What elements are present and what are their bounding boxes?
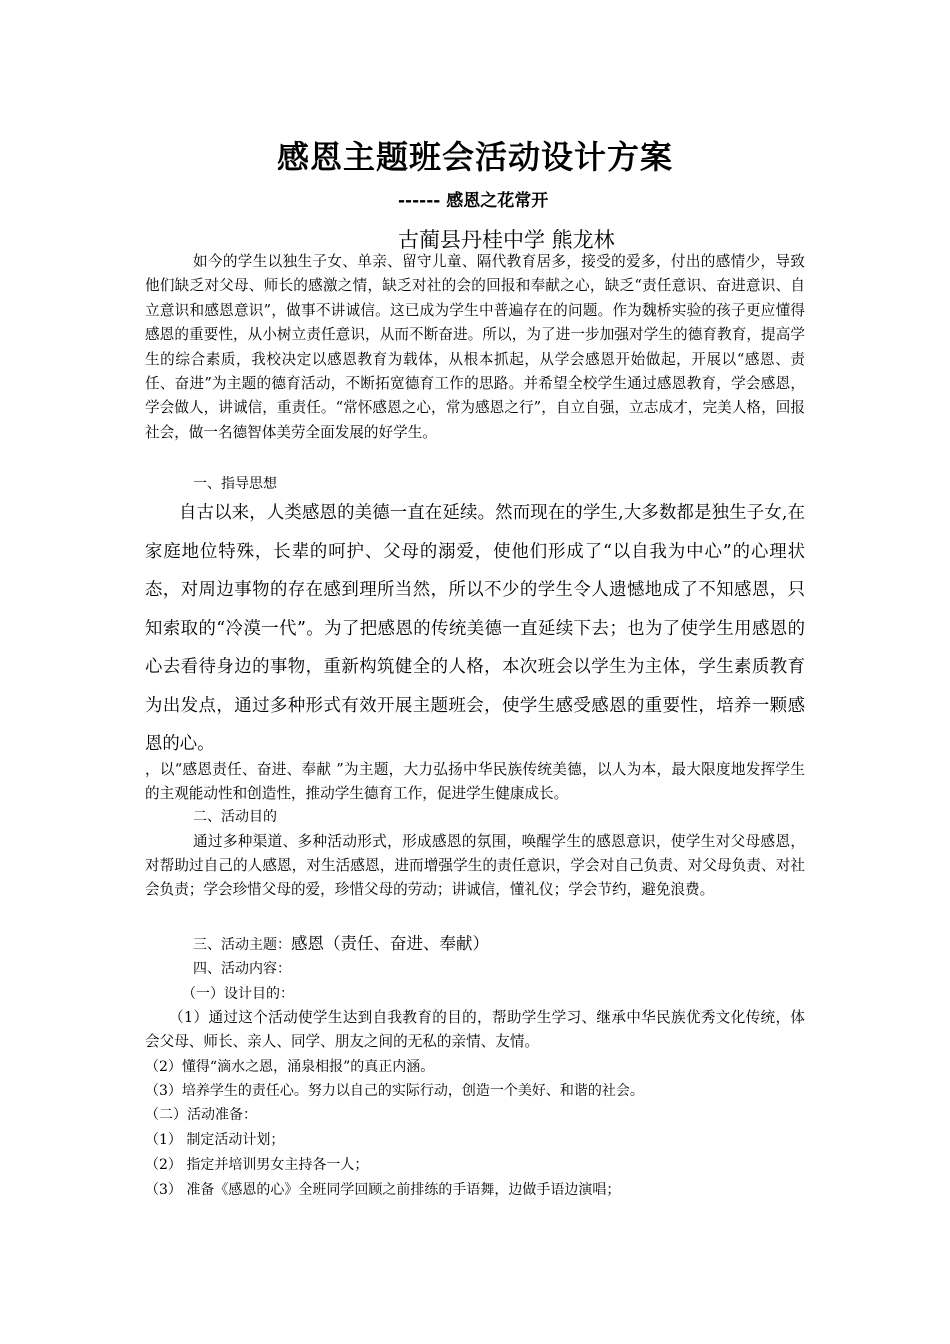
intro-paragraph: 如今的学生以独生子女、单亲、留守儿童、隔代教育居多，接受的爱多，付出的感情少，导致他们缺乏对父母、师长的感激之情，缺乏对社的会的回报和奉献之心，缺乏“责任意识、奋进意识、自立意识和感恩意识”，做事不讲诚信。这已成为学生中普遍存在的问题。作为魏桥实验的孩子更应懂得感恩的重要性，从小树立责任意识，从而不断奋进。所以，为了进一步加强对学生的德育教育，提高学生的综合素质，我校决定以感恩教育为载体，从根本抓起，从学会感恩开始做起，开展以“感恩、责任、奋进”为主题的德育活动，不断拓宽德育工作的思路。并希望全校学生通过感恩教育，学会感恩，学会做人，讲诚信，重责任。“常怀感恩之心，常为感恩之行”，自立自强，立志成才，完美人格，回报社会，做一名德智体美劳全面发展的好学生。: [145, 253, 805, 441]
sub2-item-3: （3） 准备《感恩的心》全班同学回顾之前排练的手语舞，边做手语边演唱；: [145, 1182, 621, 1198]
sub2-item-2: （2） 指定并培训男女主持各一人；: [145, 1157, 369, 1173]
section3-heading-theme: 感恩（责任、奋进、奉献）: [291, 934, 489, 953]
sub1-item-1: （1）通过这个活动使学生达到自我教育的目的，帮助学生学习、继承中华民族优秀文化传统，体会父母、师长、亲人、同学、朋友之间的无私的亲情、友情。: [145, 1009, 805, 1050]
section3-heading-prefix: 三、活动主题：: [193, 937, 291, 953]
document-subtitle: ------ 感恩之花常开: [398, 191, 549, 211]
section2-paragraph: 通过多种渠道、多种活动形式，形成感恩的氛围，唤醒学生的感恩意识，使学生对父母感恩，对帮助过自己的人感恩，对生活感恩，进而增强学生的责任意识，学会对自己负责、对父母负责、对社会负责；学会珍惜父母的爱，珍惜父母的劳动；讲诚信，懂礼仪；学会节约，避免浪费。: [145, 833, 805, 898]
section3-heading: [193, 932, 489, 957]
document-author: 古蔺县丹桂中学 熊龙林: [398, 228, 615, 252]
section1-paragraph: 自古以来，人类感恩的美德一直在延续。然而现在的学生,大多数都是独生子女,在家庭地位特殊，长辈的呵护、父母的溺爱，使他们形成了“以自我为中心”的心理状态，对周边事物的存在感到理所当然，所以不少的学生令人遗憾地成了不知感恩，只知索取的“冷漠一代”。为了把感恩的传统美德一直延续下去；也为了使学生用感恩的心去看待身边的事物，重新构筑健全的人格，本次班会以学生为主体，学生素质教育为出发点，通过多种形式有效开展主题班会，使学生感受感恩的重要性，培养一颗感恩的心。: [145, 503, 805, 754]
section1-paragraph-2: ，以“感恩责任、奋进、奉献 ”为主题，大力弘扬中华民族传统美德，以人为本，最大限度地发挥学生的主观能动性和创造性，推动学生德育工作，促进学生健康成长。: [145, 761, 805, 802]
section2-heading: 二、活动目的: [193, 809, 277, 825]
sub2-heading: （二）活动准备：: [145, 1107, 257, 1123]
document-title: 感恩主题班会活动设计方案: [276, 138, 673, 176]
sub1-heading: （一）设计目的：: [182, 986, 294, 1002]
section4-heading: 四、活动内容：: [193, 961, 291, 977]
sub2-item-1: （1） 制定活动计划；: [145, 1132, 285, 1148]
section1-heading: 一、指导思想: [193, 476, 277, 492]
sub1-item-2: （2）懂得“滴水之恩，涌泉相报”的真正内涵。: [145, 1059, 435, 1075]
sub1-item-3: （3）培养学生的责任心。努力以自己的实际行动，创造一个美好、和谐的社会。: [145, 1083, 644, 1099]
